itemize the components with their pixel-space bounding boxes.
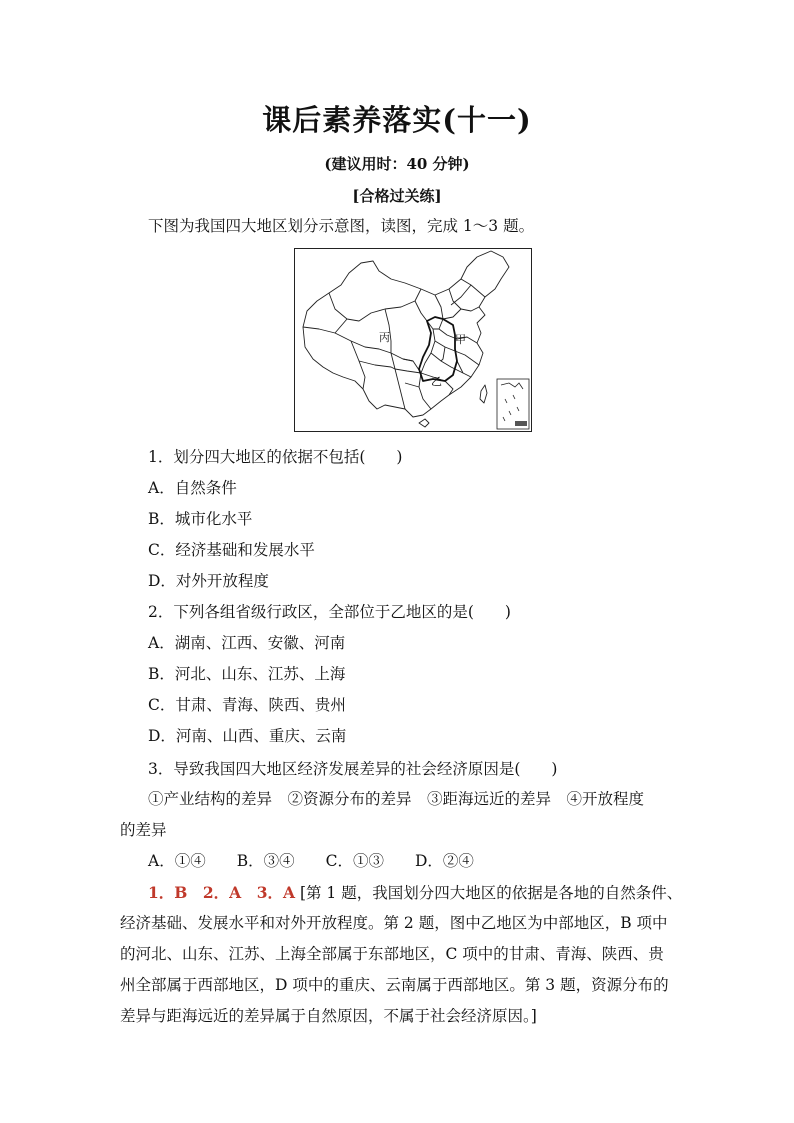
china-regions-map bbox=[294, 248, 532, 432]
answer-key: 1．B 2．A 3．A bbox=[148, 883, 296, 902]
question-3-statements-cont: 的差异 bbox=[120, 821, 167, 839]
question-1-option-a: A．自然条件 bbox=[148, 479, 237, 497]
south-sea-inset bbox=[497, 379, 529, 429]
question-3-statements: ①产业结构的差异 ②资源分布的差异 ③距海远近的差异 ④开放程度 bbox=[148, 790, 645, 808]
intro-text: 下图为我国四大地区划分示意图，读图，完成 1～3 题。 bbox=[148, 217, 535, 235]
region-label-jia: 甲 bbox=[455, 333, 466, 346]
analysis-text-2: 经济基础、发展水平和对外开放程度。第 2 题，图中乙地区为中部地区，B 项中 bbox=[120, 914, 668, 932]
region-label-yi: 乙 bbox=[431, 375, 442, 388]
page-title: 课后素养落实(十一) bbox=[262, 103, 532, 137]
question-1-stem: 1．划分四大地区的依据不包括( ) bbox=[148, 448, 403, 466]
answer-line-1 bbox=[148, 877, 682, 909]
question-3-options: A．①④ B．③④ C．①③ D．②④ bbox=[148, 852, 474, 870]
question-2-option-d: D．河南、山西、重庆、云南 bbox=[148, 727, 347, 745]
time-hint: (建议用时：40 分钟) bbox=[324, 155, 470, 173]
section-heading: [合格过关练] bbox=[352, 187, 442, 205]
analysis-text-1: [第 1 题，我国划分四大地区的依据是各地的自然条件、 bbox=[299, 884, 683, 902]
china-outline bbox=[303, 251, 509, 417]
question-2-stem: 2．下列各组省级行政区，全部位于乙地区的是( ) bbox=[148, 603, 511, 621]
question-1-option-c: C．经济基础和发展水平 bbox=[148, 541, 315, 559]
central-region-border bbox=[419, 317, 457, 381]
analysis-text-5: 差异与距海远近的差异属于自然原因，不属于社会经济原因。] bbox=[120, 1007, 537, 1025]
question-2-option-b: B．河北、山东、江苏、上海 bbox=[148, 665, 346, 683]
map-drawing bbox=[295, 249, 531, 431]
question-3-stem: 3．导致我国四大地区经济发展差异的社会经济原因是( ) bbox=[148, 760, 558, 778]
question-2-option-a: A．湖南、江西、安徽、河南 bbox=[148, 634, 346, 652]
analysis-text-3: 的河北、山东、江苏、上海全部属于东部地区，C 项中的甘肃、青海、陕西、贵 bbox=[120, 945, 664, 963]
taiwan-island bbox=[480, 385, 487, 403]
region-label-bing: 丙 bbox=[379, 331, 390, 344]
hainan-island bbox=[419, 419, 429, 427]
question-1-option-d: D．对外开放程度 bbox=[148, 572, 269, 590]
analysis-text-4: 州全部属于西部地区，D 项中的重庆、云南属于西部地区。第 3 题，资源分布的 bbox=[120, 976, 669, 994]
question-2-option-c: C．甘肃、青海、陕西、贵州 bbox=[148, 696, 346, 714]
question-1-option-b: B．城市化水平 bbox=[148, 510, 253, 528]
